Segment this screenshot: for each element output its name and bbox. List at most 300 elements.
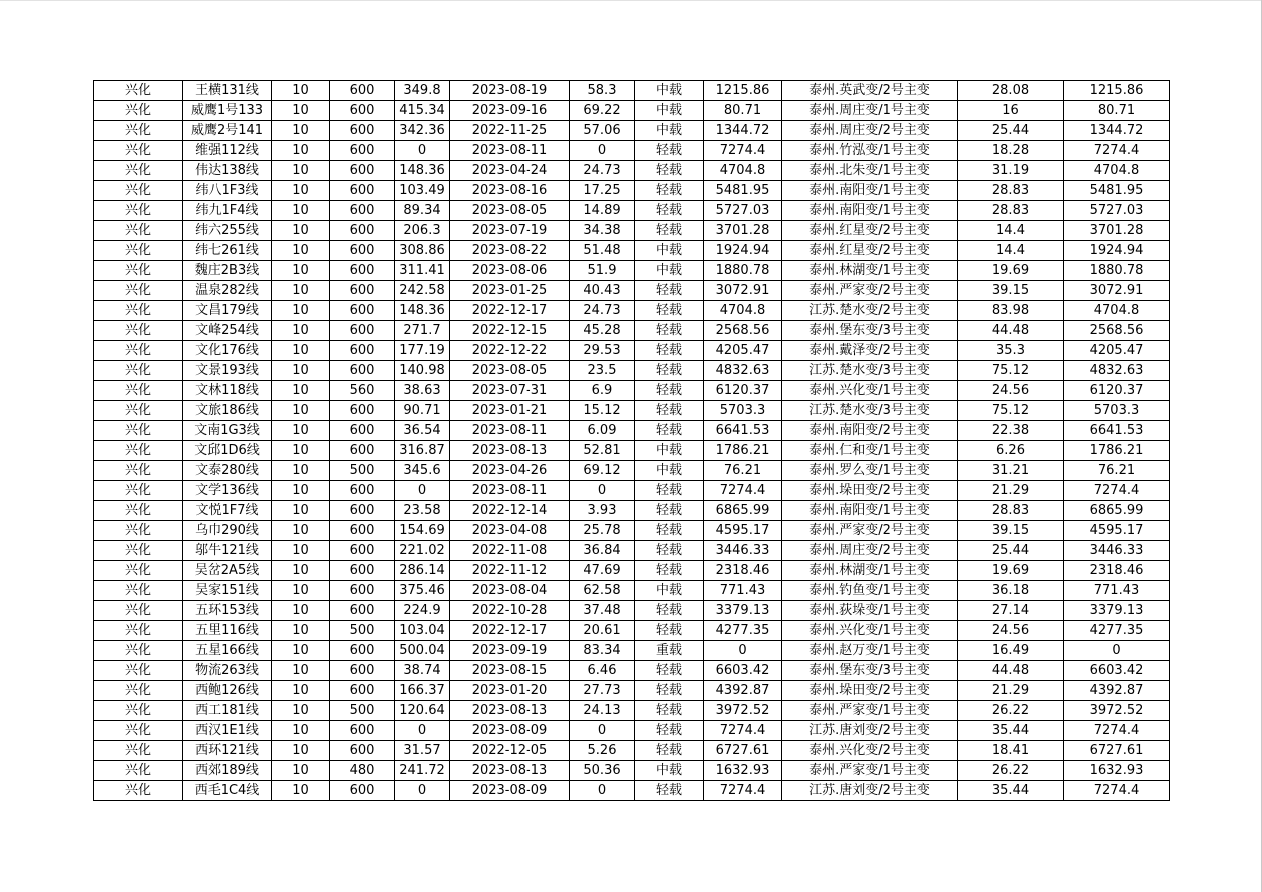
rated-current-cell: 600 <box>330 281 395 301</box>
voltage-cell: 10 <box>272 201 330 221</box>
load-status-cell: 轻载 <box>635 341 704 361</box>
table-row <box>94 101 1170 121</box>
date-cell: 2023-08-11 <box>450 141 570 161</box>
table-row <box>94 221 1170 241</box>
capacity-cell: 6865.99 <box>1064 501 1170 521</box>
available-capacity-cell: 7274.4 <box>704 481 782 501</box>
available-capacity-cell: 4392.87 <box>704 681 782 701</box>
region-cell: 兴化 <box>94 181 183 201</box>
rated-current-cell: 500 <box>330 461 395 481</box>
transformer-load-rate-cell: 14.4 <box>958 221 1064 241</box>
capacity-cell: 3072.91 <box>1064 281 1170 301</box>
date-cell: 2022-12-22 <box>450 341 570 361</box>
region-cell: 兴化 <box>94 421 183 441</box>
load-status-cell: 轻载 <box>635 141 704 161</box>
transformer-cell: 泰州.堡东变/3号主变 <box>782 321 958 341</box>
line-name-cell: 伟达138线 <box>183 161 272 181</box>
capacity-cell: 7274.4 <box>1064 721 1170 741</box>
voltage-cell: 10 <box>272 421 330 441</box>
date-cell: 2023-04-08 <box>450 521 570 541</box>
transformer-cell: 泰州.戴泽变/2号主变 <box>782 341 958 361</box>
line-name-cell: 纬八1F3线 <box>183 181 272 201</box>
line-name-cell: 温泉282线 <box>183 281 272 301</box>
available-capacity-cell: 1924.94 <box>704 241 782 261</box>
date-cell: 2023-08-09 <box>450 781 570 801</box>
rated-current-cell: 600 <box>330 301 395 321</box>
table-row <box>94 361 1170 381</box>
table-row <box>94 541 1170 561</box>
capacity-cell: 3972.52 <box>1064 701 1170 721</box>
transformer-load-rate-cell: 44.48 <box>958 661 1064 681</box>
load-status-cell: 轻载 <box>635 721 704 741</box>
transformer-cell: 泰州.严家变/2号主变 <box>782 281 958 301</box>
transformer-load-rate-cell: 18.28 <box>958 141 1064 161</box>
transformer-cell: 泰州.竹泓变/1号主变 <box>782 141 958 161</box>
load-status-cell: 轻载 <box>635 561 704 581</box>
voltage-cell: 10 <box>272 161 330 181</box>
voltage-cell: 10 <box>272 621 330 641</box>
max-current-cell: 38.63 <box>395 381 450 401</box>
max-current-cell: 500.04 <box>395 641 450 661</box>
transformer-load-rate-cell: 35.3 <box>958 341 1064 361</box>
line-name-cell: 吴家151线 <box>183 581 272 601</box>
date-cell: 2023-08-05 <box>450 361 570 381</box>
capacity-cell: 5703.3 <box>1064 401 1170 421</box>
max-current-cell: 311.41 <box>395 261 450 281</box>
rated-current-cell: 500 <box>330 701 395 721</box>
available-capacity-cell: 1344.72 <box>704 121 782 141</box>
region-cell: 兴化 <box>94 501 183 521</box>
capacity-cell: 6603.42 <box>1064 661 1170 681</box>
table-row <box>94 741 1170 761</box>
voltage-cell: 10 <box>272 541 330 561</box>
rated-current-cell: 600 <box>330 601 395 621</box>
region-cell: 兴化 <box>94 281 183 301</box>
available-capacity-cell: 6120.37 <box>704 381 782 401</box>
date-cell: 2023-04-24 <box>450 161 570 181</box>
available-capacity-cell: 7274.4 <box>704 141 782 161</box>
available-capacity-cell: 3379.13 <box>704 601 782 621</box>
date-cell: 2023-08-09 <box>450 721 570 741</box>
line-name-cell: 文景193线 <box>183 361 272 381</box>
load-rate-cell: 0 <box>570 721 635 741</box>
available-capacity-cell: 3446.33 <box>704 541 782 561</box>
transformer-load-rate-cell: 28.83 <box>958 181 1064 201</box>
rated-current-cell: 480 <box>330 761 395 781</box>
voltage-cell: 10 <box>272 781 330 801</box>
capacity-cell: 1880.78 <box>1064 261 1170 281</box>
transformer-load-rate-cell: 39.15 <box>958 281 1064 301</box>
table-row <box>94 761 1170 781</box>
voltage-cell: 10 <box>272 381 330 401</box>
line-name-cell: 王横131线 <box>183 81 272 101</box>
capacity-cell: 1786.21 <box>1064 441 1170 461</box>
transformer-load-rate-cell: 26.22 <box>958 761 1064 781</box>
table-row <box>94 181 1170 201</box>
rated-current-cell: 600 <box>330 361 395 381</box>
rated-current-cell: 560 <box>330 381 395 401</box>
table-row <box>94 161 1170 181</box>
date-cell: 2023-08-15 <box>450 661 570 681</box>
max-current-cell: 0 <box>395 481 450 501</box>
load-rate-cell: 83.34 <box>570 641 635 661</box>
max-current-cell: 0 <box>395 721 450 741</box>
table-row <box>94 441 1170 461</box>
load-status-cell: 轻载 <box>635 321 704 341</box>
load-rate-cell: 45.28 <box>570 321 635 341</box>
max-current-cell: 90.71 <box>395 401 450 421</box>
load-rate-cell: 23.5 <box>570 361 635 381</box>
capacity-cell: 4704.8 <box>1064 161 1170 181</box>
table-row <box>94 481 1170 501</box>
max-current-cell: 224.9 <box>395 601 450 621</box>
rated-current-cell: 600 <box>330 161 395 181</box>
load-status-cell: 重载 <box>635 641 704 661</box>
table-row <box>94 141 1170 161</box>
rated-current-cell: 600 <box>330 521 395 541</box>
load-status-cell: 轻载 <box>635 621 704 641</box>
voltage-cell: 10 <box>272 341 330 361</box>
capacity-cell: 2318.46 <box>1064 561 1170 581</box>
load-rate-cell: 0 <box>570 781 635 801</box>
rated-current-cell: 600 <box>330 581 395 601</box>
max-current-cell: 242.58 <box>395 281 450 301</box>
transformer-cell: 泰州.林湖变/1号主变 <box>782 561 958 581</box>
line-name-cell: 纬七261线 <box>183 241 272 261</box>
max-current-cell: 0 <box>395 781 450 801</box>
transformer-load-rate-cell: 39.15 <box>958 521 1064 541</box>
table-row <box>94 421 1170 441</box>
load-status-cell: 轻载 <box>635 481 704 501</box>
transformer-cell: 泰州.垛田变/2号主变 <box>782 681 958 701</box>
region-cell: 兴化 <box>94 661 183 681</box>
capacity-cell: 0 <box>1064 641 1170 661</box>
transformer-cell: 泰州.堡东变/3号主变 <box>782 661 958 681</box>
voltage-cell: 10 <box>272 561 330 581</box>
line-name-cell: 文南1G3线 <box>183 421 272 441</box>
load-rate-cell: 6.9 <box>570 381 635 401</box>
transformer-cell: 泰州.兴化变/1号主变 <box>782 381 958 401</box>
region-cell: 兴化 <box>94 601 183 621</box>
max-current-cell: 206.3 <box>395 221 450 241</box>
date-cell: 2023-08-13 <box>450 701 570 721</box>
table-row <box>94 721 1170 741</box>
table-row <box>94 201 1170 221</box>
load-rate-cell: 69.12 <box>570 461 635 481</box>
max-current-cell: 103.49 <box>395 181 450 201</box>
voltage-cell: 10 <box>272 241 330 261</box>
table-row <box>94 281 1170 301</box>
region-cell: 兴化 <box>94 321 183 341</box>
load-status-cell: 轻载 <box>635 381 704 401</box>
region-cell: 兴化 <box>94 621 183 641</box>
line-name-cell: 吴岔2A5线 <box>183 561 272 581</box>
available-capacity-cell: 6865.99 <box>704 501 782 521</box>
voltage-cell: 10 <box>272 81 330 101</box>
transformer-load-rate-cell: 16 <box>958 101 1064 121</box>
date-cell: 2022-11-12 <box>450 561 570 581</box>
available-capacity-cell: 0 <box>704 641 782 661</box>
rated-current-cell: 600 <box>330 181 395 201</box>
capacity-cell: 1344.72 <box>1064 121 1170 141</box>
load-rate-cell: 51.9 <box>570 261 635 281</box>
voltage-cell: 10 <box>272 521 330 541</box>
load-status-cell: 轻载 <box>635 201 704 221</box>
table-row <box>94 81 1170 101</box>
load-status-cell: 轻载 <box>635 681 704 701</box>
max-current-cell: 271.7 <box>395 321 450 341</box>
region-cell: 兴化 <box>94 561 183 581</box>
load-status-cell: 轻载 <box>635 421 704 441</box>
line-name-cell: 威鹰1号133 <box>183 101 272 121</box>
date-cell: 2023-01-21 <box>450 401 570 421</box>
region-cell: 兴化 <box>94 121 183 141</box>
capacity-cell: 5481.95 <box>1064 181 1170 201</box>
rated-current-cell: 600 <box>330 321 395 341</box>
available-capacity-cell: 771.43 <box>704 581 782 601</box>
load-rate-cell: 0 <box>570 141 635 161</box>
table-row <box>94 381 1170 401</box>
voltage-cell: 10 <box>272 261 330 281</box>
table-row <box>94 521 1170 541</box>
table-row <box>94 401 1170 421</box>
line-name-cell: 西鲍126线 <box>183 681 272 701</box>
line-name-cell: 文林118线 <box>183 381 272 401</box>
region-cell: 兴化 <box>94 781 183 801</box>
line-name-cell: 西汉1E1线 <box>183 721 272 741</box>
table-row <box>94 621 1170 641</box>
transformer-load-rate-cell: 28.83 <box>958 501 1064 521</box>
line-name-cell: 文旅186线 <box>183 401 272 421</box>
line-name-cell: 乌巾290线 <box>183 521 272 541</box>
load-status-cell: 轻载 <box>635 161 704 181</box>
transformer-cell: 江苏.楚水变/3号主变 <box>782 361 958 381</box>
capacity-cell: 76.21 <box>1064 461 1170 481</box>
transformer-load-rate-cell: 31.21 <box>958 461 1064 481</box>
available-capacity-cell: 1215.86 <box>704 81 782 101</box>
table-row <box>94 261 1170 281</box>
available-capacity-cell: 3972.52 <box>704 701 782 721</box>
line-name-cell: 威鹰2号141 <box>183 121 272 141</box>
transformer-load-rate-cell: 31.19 <box>958 161 1064 181</box>
load-rate-cell: 58.3 <box>570 81 635 101</box>
transformer-cell: 江苏.唐刘变/2号主变 <box>782 721 958 741</box>
transformer-load-rate-cell: 28.83 <box>958 201 1064 221</box>
line-name-cell: 物流263线 <box>183 661 272 681</box>
load-status-cell: 轻载 <box>635 741 704 761</box>
max-current-cell: 177.19 <box>395 341 450 361</box>
max-current-cell: 154.69 <box>395 521 450 541</box>
date-cell: 2023-08-13 <box>450 441 570 461</box>
load-rate-cell: 69.22 <box>570 101 635 121</box>
transformer-cell: 泰州.林湖变/1号主变 <box>782 261 958 281</box>
rated-current-cell: 600 <box>330 441 395 461</box>
load-status-cell: 中载 <box>635 761 704 781</box>
voltage-cell: 10 <box>272 461 330 481</box>
rated-current-cell: 600 <box>330 221 395 241</box>
transformer-load-rate-cell: 19.69 <box>958 561 1064 581</box>
available-capacity-cell: 1632.93 <box>704 761 782 781</box>
transformer-cell: 泰州.红星变/2号主变 <box>782 221 958 241</box>
date-cell: 2022-12-14 <box>450 501 570 521</box>
transformer-load-rate-cell: 18.41 <box>958 741 1064 761</box>
transformer-cell: 泰州.周庄变/2号主变 <box>782 121 958 141</box>
date-cell: 2023-08-11 <box>450 421 570 441</box>
transformer-cell: 泰州.严家变/2号主变 <box>782 521 958 541</box>
load-rate-cell: 24.13 <box>570 701 635 721</box>
rated-current-cell: 600 <box>330 641 395 661</box>
region-cell: 兴化 <box>94 201 183 221</box>
voltage-cell: 10 <box>272 601 330 621</box>
available-capacity-cell: 2568.56 <box>704 321 782 341</box>
load-rate-cell: 37.48 <box>570 601 635 621</box>
max-current-cell: 286.14 <box>395 561 450 581</box>
voltage-cell: 10 <box>272 141 330 161</box>
transformer-load-rate-cell: 6.26 <box>958 441 1064 461</box>
transformer-load-rate-cell: 44.48 <box>958 321 1064 341</box>
load-rate-cell: 20.61 <box>570 621 635 641</box>
capacity-cell: 3701.28 <box>1064 221 1170 241</box>
transformer-load-rate-cell: 19.69 <box>958 261 1064 281</box>
table-row <box>94 601 1170 621</box>
rated-current-cell: 600 <box>330 741 395 761</box>
table-row <box>94 241 1170 261</box>
voltage-cell: 10 <box>272 761 330 781</box>
max-current-cell: 140.98 <box>395 361 450 381</box>
load-status-cell: 轻载 <box>635 181 704 201</box>
region-cell: 兴化 <box>94 681 183 701</box>
max-current-cell: 316.87 <box>395 441 450 461</box>
date-cell: 2022-12-17 <box>450 621 570 641</box>
capacity-cell: 6120.37 <box>1064 381 1170 401</box>
date-cell: 2023-01-20 <box>450 681 570 701</box>
load-status-cell: 轻载 <box>635 601 704 621</box>
voltage-cell: 10 <box>272 281 330 301</box>
capacity-cell: 80.71 <box>1064 101 1170 121</box>
max-current-cell: 349.8 <box>395 81 450 101</box>
line-name-cell: 五星166线 <box>183 641 272 661</box>
line-name-cell: 五环153线 <box>183 601 272 621</box>
load-status-cell: 轻载 <box>635 541 704 561</box>
table-row <box>94 781 1170 801</box>
table-body <box>94 81 1170 801</box>
capacity-cell: 4595.17 <box>1064 521 1170 541</box>
transformer-load-rate-cell: 14.4 <box>958 241 1064 261</box>
region-cell: 兴化 <box>94 161 183 181</box>
table-row <box>94 461 1170 481</box>
date-cell: 2023-09-16 <box>450 101 570 121</box>
line-name-cell: 西工181线 <box>183 701 272 721</box>
max-current-cell: 166.37 <box>395 681 450 701</box>
voltage-cell: 10 <box>272 321 330 341</box>
max-current-cell: 38.74 <box>395 661 450 681</box>
capacity-cell: 771.43 <box>1064 581 1170 601</box>
region-cell: 兴化 <box>94 581 183 601</box>
capacity-cell: 1215.86 <box>1064 81 1170 101</box>
date-cell: 2023-08-13 <box>450 761 570 781</box>
rated-current-cell: 600 <box>330 781 395 801</box>
capacity-cell: 4392.87 <box>1064 681 1170 701</box>
capacity-cell: 7274.4 <box>1064 481 1170 501</box>
load-rate-cell: 24.73 <box>570 161 635 181</box>
load-rate-cell: 57.06 <box>570 121 635 141</box>
max-current-cell: 23.58 <box>395 501 450 521</box>
load-status-cell: 轻载 <box>635 401 704 421</box>
max-current-cell: 221.02 <box>395 541 450 561</box>
table-row <box>94 661 1170 681</box>
date-cell: 2022-10-28 <box>450 601 570 621</box>
date-cell: 2023-08-04 <box>450 581 570 601</box>
available-capacity-cell: 80.71 <box>704 101 782 121</box>
available-capacity-cell: 76.21 <box>704 461 782 481</box>
transformer-cell: 泰州.英武变/2号主变 <box>782 81 958 101</box>
available-capacity-cell: 6603.42 <box>704 661 782 681</box>
line-name-cell: 魏庄2B3线 <box>183 261 272 281</box>
region-cell: 兴化 <box>94 221 183 241</box>
voltage-cell: 10 <box>272 441 330 461</box>
available-capacity-cell: 4704.8 <box>704 161 782 181</box>
load-status-cell: 中载 <box>635 581 704 601</box>
region-cell: 兴化 <box>94 261 183 281</box>
available-capacity-cell: 3072.91 <box>704 281 782 301</box>
load-status-cell: 中载 <box>635 261 704 281</box>
voltage-cell: 10 <box>272 181 330 201</box>
transformer-cell: 泰州.南阳变/1号主变 <box>782 501 958 521</box>
voltage-cell: 10 <box>272 401 330 421</box>
rated-current-cell: 600 <box>330 341 395 361</box>
voltage-cell: 10 <box>272 301 330 321</box>
table-row <box>94 341 1170 361</box>
line-name-cell: 文昌179线 <box>183 301 272 321</box>
table-row <box>94 501 1170 521</box>
rated-current-cell: 600 <box>330 561 395 581</box>
available-capacity-cell: 7274.4 <box>704 721 782 741</box>
table-row <box>94 581 1170 601</box>
voltage-cell: 10 <box>272 701 330 721</box>
transformer-cell: 泰州.严家变/1号主变 <box>782 761 958 781</box>
date-cell: 2023-01-25 <box>450 281 570 301</box>
line-name-cell: 西毛1C4线 <box>183 781 272 801</box>
available-capacity-cell: 3701.28 <box>704 221 782 241</box>
load-rate-cell: 17.25 <box>570 181 635 201</box>
transformer-cell: 江苏.楚水变/3号主变 <box>782 401 958 421</box>
table-row <box>94 301 1170 321</box>
region-cell: 兴化 <box>94 701 183 721</box>
transformer-cell: 泰州.南阳变/1号主变 <box>782 181 958 201</box>
region-cell: 兴化 <box>94 481 183 501</box>
voltage-cell: 10 <box>272 661 330 681</box>
rated-current-cell: 600 <box>330 501 395 521</box>
max-current-cell: 0 <box>395 141 450 161</box>
capacity-cell: 7274.4 <box>1064 141 1170 161</box>
region-cell: 兴化 <box>94 521 183 541</box>
rated-current-cell: 600 <box>330 261 395 281</box>
line-name-cell: 文邱1D6线 <box>183 441 272 461</box>
load-rate-cell: 3.93 <box>570 501 635 521</box>
region-cell: 兴化 <box>94 381 183 401</box>
voltage-cell: 10 <box>272 221 330 241</box>
available-capacity-cell: 5481.95 <box>704 181 782 201</box>
rated-current-cell: 600 <box>330 681 395 701</box>
transformer-cell: 泰州.兴化变/2号主变 <box>782 741 958 761</box>
transformer-cell: 泰州.南阳变/1号主变 <box>782 201 958 221</box>
transformer-cell: 泰州.仁和变/1号主变 <box>782 441 958 461</box>
region-cell: 兴化 <box>94 141 183 161</box>
transformer-cell: 泰州.周庄变/2号主变 <box>782 541 958 561</box>
table-row <box>94 641 1170 661</box>
load-rate-cell: 36.84 <box>570 541 635 561</box>
transformer-cell: 江苏.楚水变/2号主变 <box>782 301 958 321</box>
